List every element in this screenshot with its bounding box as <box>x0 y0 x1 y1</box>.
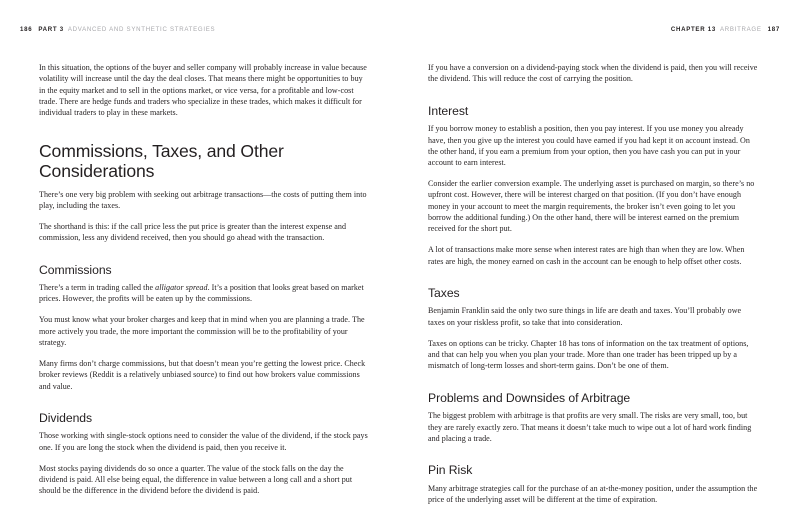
alligator-spread-term: alligator spread <box>155 283 208 293</box>
paragraph-conversion-dividend: If you have a conversion on a dividend-paying stock when the dividend is paid, then you will receive the dividend. This will reduce the cost of carrying the position. <box>428 63 758 84</box>
paragraph-taxes-tricky: Taxes on options can be tricky. Chapter 18 has tons of information on the tax treatment of options, and that can help you when you plan your trade. More than one trader has been tripped up by a mismatch of long-term losses and short-term gains. Don’t be one of them. <box>428 338 749 371</box>
paragraph-biggest-problem: The biggest problem with arbitrage is that profits are very small. The risks are very small, too, but they are rarely exactly zero. That means it doesn’t take much to wipe out a lot of hard work finding and placing a trade. <box>428 411 752 443</box>
paragraph-arbitrage-costs: There’s one very big problem with seeking out arbitrage transactions—the costs of putting them into play, including the taxes. <box>39 189 367 211</box>
heading-commissions: Commissions <box>39 262 112 277</box>
paragraph-single-stock-options: Those working with single-stock options need to consider the value of the dividend, if the stock pays one. If you are long the stock when the dividend is paid, then you receive it. <box>39 431 368 452</box>
running-head-right <box>671 27 780 33</box>
running-head-chapter: CHAPTER 13 <box>670 26 716 33</box>
heading-problems-downsides: Problems and Downsides of Arbitrage <box>428 390 631 405</box>
heading-taxes: Taxes <box>428 285 460 300</box>
folio-left: 186 <box>20 26 33 33</box>
paragraph-pin-risk-body: Many arbitrage strategies call for the purchase of an at-the-money position, under the assumption the price of the underlying asset will be different at the time of expiration. <box>428 483 758 505</box>
paragraph-shorthand: The shorthand is this: if the call price less the put price is greater than the interest expense and commission, less any dividend received, then you should go ahead with the transaction. <box>39 221 347 243</box>
running-head-left <box>20 27 215 33</box>
heading-pin-risk: Pin Risk <box>428 463 473 478</box>
heading-dividends: Dividends <box>39 410 93 425</box>
paragraph-alligator-spread <box>39 282 370 305</box>
right-page <box>400 0 800 505</box>
paragraph-borrow-money: If you borrow money to establish a position, then you pay interest. If you use money you already have, then you give up the interest you could have earned if you had kept it on account instead. On the other hand, if you earn a premium from your option, then you have cash you can put in your account to earn interest. <box>428 124 750 168</box>
paragraph-quarterly-dividends: Most stocks paying dividends do so once a quarter. The value of the stock falls on the day the dividend is paid. All else being equal, the difference in value between a long call and a short put should be the difference in the dividend before the dividend is paid. <box>39 463 353 496</box>
paragraph-broker-charges: You must know what your broker charges and keep that in mind when you are planning a trade. The more actively you trade, the more important the commission will be to the profitability of your strategy. <box>39 315 365 347</box>
left-page <box>0 0 400 496</box>
intro-paragraph: In this situation, the options of the buyer and seller company will probably increase in value because volatility will increase until the day the deal closes. That means there might be opportunities to buy in the equity market and to sell in the options market, or vice versa, for a profitable and low-cost trade. There are hedge funds and traders who specialize in these trades, which makes it difficult for individual traders to play in these markets. <box>39 63 367 118</box>
paragraph-no-commission-firms: Many firms don’t charge commissions, but that doesn’t mean you’re getting the lowest price. Check broker reviews (Reddit is a relatively unbiased source) to find out how brokers value commissions and value. <box>39 358 366 391</box>
paragraph-conversion-example: Consider the earlier conversion example. The underlying asset is purchased on margin, so there’s no upfront cost. However, there will be interest charged on that position. (If you don’t have enough money in your account to meet the margin requirements, the broker isn’t even going to let you borrow the additional funding.) On the other hand, there will be interest earned on the premium received for the short put. <box>428 179 755 234</box>
running-head-part-title: ADVANCED AND SYNTHETIC STRATEGIES <box>67 26 216 33</box>
alligator-text-before: There’s a term in trading called the <box>39 283 156 293</box>
running-head-part: PART 3 <box>38 26 64 33</box>
folio-right: 187 <box>767 26 780 33</box>
heading-commissions-taxes: Commissions, Taxes, and Other Considerations <box>39 140 284 182</box>
paragraph-interest-rates: A lot of transactions make more sense when interest rates are high than when they are low. When rates are high, the money earned on cash in the account can be enough to help offset other costs. <box>428 245 745 266</box>
left-text-column <box>39 62 370 497</box>
heading-interest: Interest <box>428 103 469 118</box>
alligator-text-after: . It’s a position that looks great based on market prices. However, the profits will be eaten up by the commissions. <box>39 283 364 304</box>
right-text-column <box>428 62 759 505</box>
paragraph-benjamin-franklin: Benjamin Franklin said the only two sure things in life are death and taxes. You’ll probably owe taxes on your riskless profit, so take that into consideration. <box>428 306 742 327</box>
running-head-chapter-title: ARBITRAGE <box>719 26 762 33</box>
